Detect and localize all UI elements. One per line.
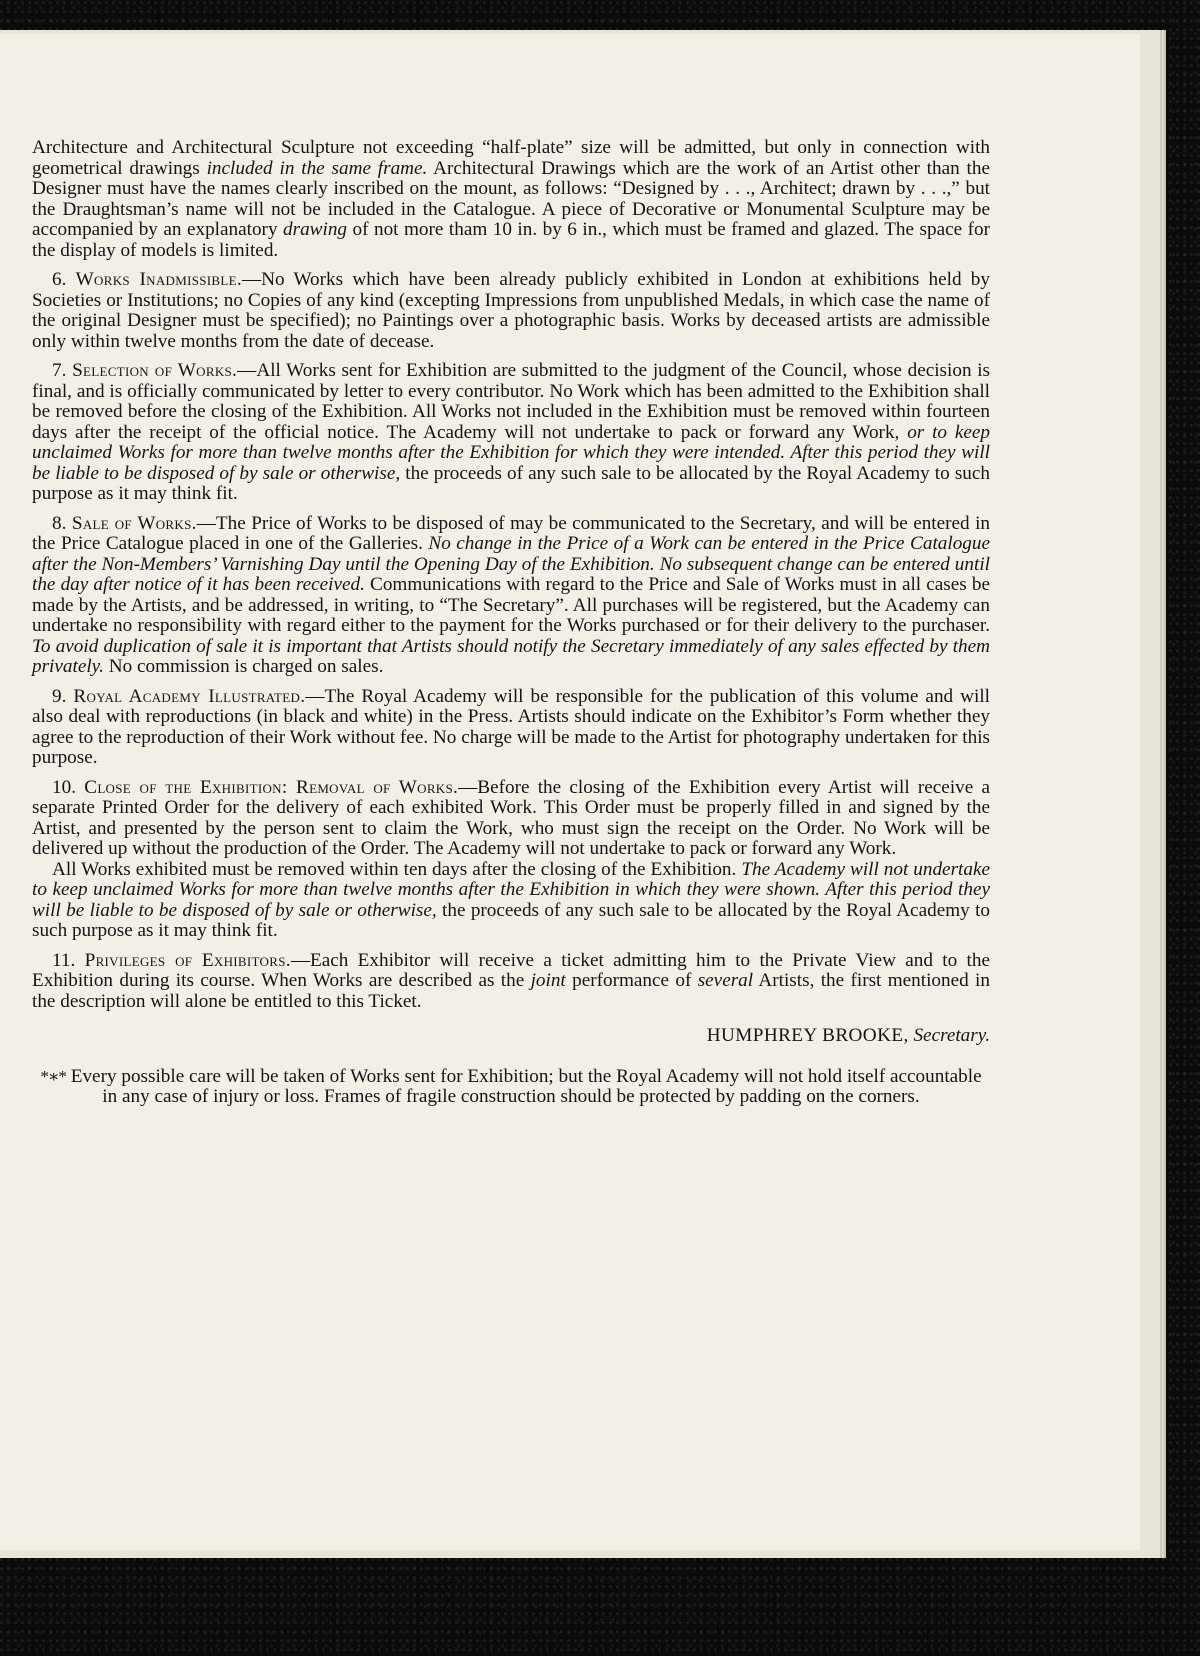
document-body xyxy=(32,138,990,1108)
section-number: 8. xyxy=(52,512,67,534)
section-heading: Close of the Exhibition: Removal of Works. xyxy=(84,776,459,798)
section-10-close-of-exhibition: 10. Close of the Exhibition: Removal of Works.—Before the closing of the Exhibition every Artist will receive a separate Printed Order for the delivery of each exhibited Work. This Order must be properly filled in and signed by the Artist, and presented by the person sent to claim the Work, who must sign the receipt on the Order. No Work will be delivered up without the production of the Order. The Academy will not undertake to pack or forward any Work. xyxy=(32,776,991,859)
signature xyxy=(32,1026,990,1047)
section-9-royal-academy-illustrated: 9. Royal Academy Illustrated.—The Royal Academy will be responsible for the publication of this volume and will also deal with reproductions (in black and white) in the Press. Artists should indicate on the Exhibitor’s Form whether they agree to the reproduction of their Work without fee. No charge will be made to the Artist for photography undertaken for this purpose. xyxy=(32,685,990,768)
section-heading: Privileges of Exhibitors. xyxy=(84,949,291,971)
signatory-title: Secretary. xyxy=(913,1025,990,1046)
section-heading: Royal Academy Illustrated. xyxy=(73,685,306,707)
section-11-privileges-of-exhibitors: 11. Privileges of Exhibitors.—Each Exhibitor will receive a ticket admitting him to the Private View and to the Exhibition during its course. When Works are described as the joint performance of several Artists, the first mentioned in the description will alone be entitled to this Ticket. xyxy=(32,949,990,1012)
signatory-name: HUMPHREY BROOKE, xyxy=(706,1025,909,1046)
section-heading: Sale of Works. xyxy=(71,512,197,534)
section-number: 6. xyxy=(52,269,67,290)
section-7-selection-of-works: 7. Selection of Works.—All Works sent for Exhibition are submitted to the judgment of the Council, whose decision is final, and is officially communicated by letter to every contributor. No Work which has been admitted to the Exhibition shall be removed before the closing of the Exhibition. All Works not included in the Exhibition must be removed within fourteen days after the receipt of the official notice. The Academy will not undertake to pack or forward any Work, or to keep unclaimed Works for more than twelve months after the Exhibition for which they were intended. After this period they will be liable to be disposed of by sale or otherwise, the proceeds of any such sale to be allocated by the Royal Academy to such purpose as it may think fit. xyxy=(32,360,991,504)
section-number: 7. xyxy=(52,360,67,381)
section-6-works-inadmissible: 6. Works Inadmissible.—No Works which have been already publicly exhibited in London at exhibitions held by Societies or Institutions; no Copies of any kind (excepting Impressions from unpublished Medals, in which case the name of the original Designer must be specified); no Paintings over a photographic basis. Works by deceased artists are admissible only within twelve months from the date of decease. xyxy=(32,269,990,352)
care-notice: *∗* Every possible care will be taken of Works sent for Exhibition; but the Royal Academy will not hold itself accountable in any case of injury or loss. Frames of fragile construction should be protected by padding on the corners. xyxy=(40,1065,982,1107)
document-page xyxy=(0,34,1140,1550)
section-number: 10. xyxy=(52,776,76,798)
section-heading: Works Inadmissible. xyxy=(75,269,242,290)
section-number: 9. xyxy=(52,685,67,707)
section-8-sale-of-works: 8. Sale of Works.—The Price of Works to be disposed of may be communicated to the Secretary, and will be entered in the Price Catalogue placed in one of the Galleries. No change in the Price of a Work can be entered in the Price Catalogue after the Non-Members’ Varnishing Day until the Opening Day of the Exhibition. No subsequent change can be entered until the day after notice of it has been received. Communications with regard to the Price and Sale of Works must in all cases be made by the Artists, and be addressed, in writing, to “The Secretary”. All purchases will be registered, but the Academy can undertake no responsibility with regard either to the payment for the Works purchased or for their delivery to the purchaser. To avoid duplication of sale it is important that Artists should notify the Secretary immediately of any sales effected by them privately. No commission is charged on sales. xyxy=(32,512,991,677)
asterism-icon: *∗* xyxy=(40,1066,66,1086)
intro-paragraph: Architecture and Architectural Sculpture not exceeding “half-plate” size will be admitted, but only in connection with geometrical drawings included in the same frame. Architectural Drawings which are the work of an Artist other than the Designer must have the names clearly inscribed on the mount, as follows: “Designed by . . ., Architect; drawn by . . .,” but the Draughtsman’s name will not be included in the Catalogue. A piece of Decorative or Monumental Sculpture may be accompanied by an explanatory drawing of not more tham 10 in. by 6 in., which must be framed and glazed. The space for the display of models is limited. xyxy=(32,137,990,261)
section-number: 11. xyxy=(52,949,76,971)
section-heading: Selection of Works. xyxy=(72,360,238,381)
section-10-second-paragraph: All Works exhibited must be removed within ten days after the closing of the Exhibition. The Academy will not undertake to keep unclaimed Works for more than twelve months after the Exhibition in which they were shown. After this period they will be liable to be disposed of by sale or otherwise, the proceeds of any such sale to be allocated by the Royal Academy to such purpose as it may think fit. xyxy=(32,858,991,941)
